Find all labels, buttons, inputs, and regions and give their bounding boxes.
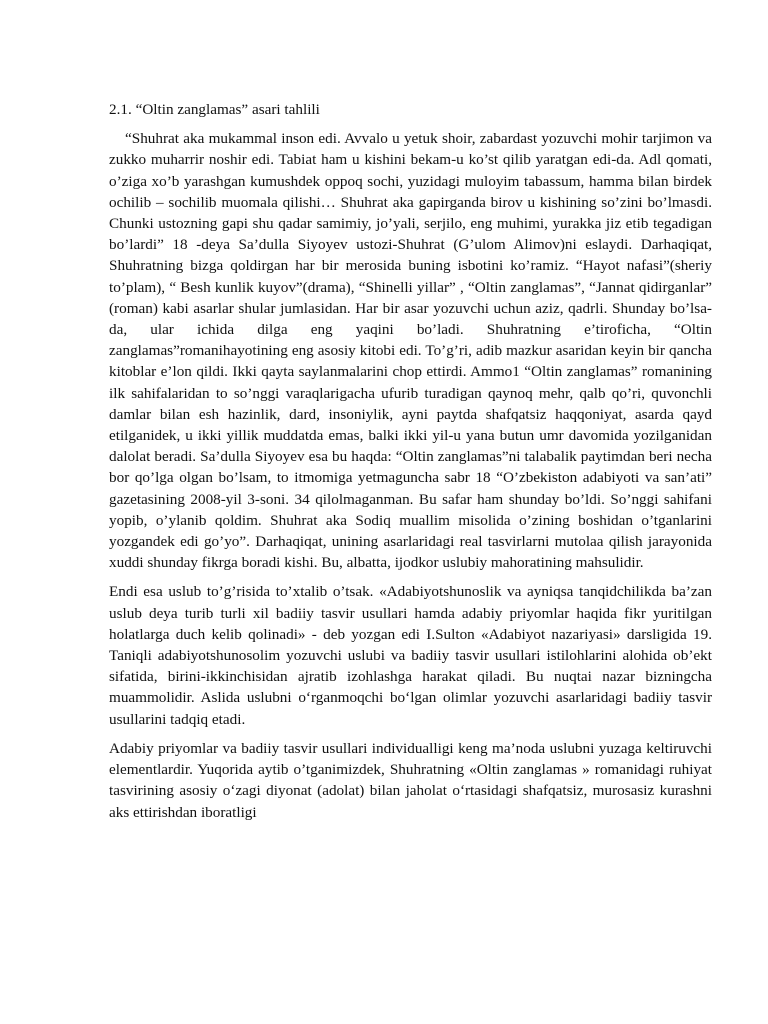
document-body bbox=[109, 99, 712, 823]
section-heading: 2.1. “Oltin zanglamas” asari tahlili bbox=[109, 101, 320, 118]
paragraph-2: Endi esa uslub to’g’risida to’xtalib o’tsak. «Adabiyotshunoslik va ayniqsa tanqidchilikda ba’zan uslub deya turib turli xil badiiy tasvir usullari hamda adabiy priyomlar haqida fikr yuritilgan holatlarga duch kelib qolinadi» - deb yozgan edi I.Sulton «Adabiyot nazariyasi» darsligida 19. Taniqli adabiyotshunosolim yozuvchi uslubi va badiiy tasvir usullari istilohlarini alohida ob’ekt sifatida, birini-ikkinchisidan ajratib izohlashga harakat qiladi. Bu nuqtai nazar bizningcha muammolidir. Aslida uslubni o‘rganmoqchi bo‘lgan olimlar yozuvchi asarlaridagi badiiy tasvir usullarini tadqiq etadi. bbox=[109, 583, 712, 728]
paragraph-1: “Shuhrat aka mukammal inson edi. Avvalo u yetuk shoir, zabardast yozuvchi mohir tarjimon va zukko muharrir noshir edi. Tabiat ham u kishini bekam-u ko’st qilib yaratgan edi-da. Adl qomati, o’ziga xo’b yarashgan kumushdek oppoq sochi, yuzidagi muloyim tabassum, hamma bilan birdek ochilib – sochilib muomala qilishi… Shuhrat aka gapirganda birov u kishining so’zini bo’lmasdi. Chunki ustozning gapi shu qadar samimiy, jo’yali, serjilo, eng muhimi, yurakka jiz etib tegadigan bo’lardi” 18 -deya Sa’dulla Siyoyev ustozi-Shuhrat (G’ulom Alimov)ni eslaydi. Darhaqiqat, Shuhratning bizga qoldirgan har bir merosida buning isbotini ko’ramiz. “Hayot nafasi”(sheriy to’plam), “ Besh kunlik kuyov”(drama), “Shinelli yillar” , “Oltin zanglamas”, “Jannat qidirganlar” (roman) kabi asarlar shular jumlasidan. Har bir asar yozuvchi uchun aziz, qadrli. Shunday bo’lsa-da, ular ichida dilga eng yaqini bo’ladi. Shuhratning e’tiroficha, “Oltin zanglamas”romanihayotining eng asosiy kitobi edi. To’g’ri, adib mazkur asaridan keyin bir qancha kitoblar e’lon qildi. Ikki qayta saylanmalarini chop ettirdi. Ammo1 “Oltin zanglamas” romanining ilk sahifalaridan to so’nggi varaqlarigacha ufurib turadigan qaynoq mehr, qalb qo’ri, quvonchli damlar bilan esh hazinlik, dard, insoniylik, ayni paytda shafqatsiz haqqoniyat, asarda qayd etilganidek, u ikki yillik muddatda emas, balki ikki yil-u yana butun umr davomida yozilganidan dalolat beradi. Sa’dulla Siyoyev esa bu haqda: “Oltin zanglamas”ni talabalik paytimdan beri necha bor qo’lga olgan bo’lsam, to itmomiga yetmaguncha sabr 18 “O’zbekiston adabiyoti va san’ati” gazetasining 2008-yil 3-soni. 34 qilolmaganman. Bu safar ham shunday bo’ldi. So’nggi sahifani yopib, o’ylanib qoldim. Shuhrat aka Sodiq muallim misolida o’zining boshidan o’tganlarini yozgandek edi go’yo”. Darhaqiqat, unining asarlaridagi real tasvirlarni mutolaa qilish jarayonida xuddi shunday fikrga boradi kishi. Bu, albatta, ijodkor uslubiy mahoratining mahsulidir. bbox=[109, 130, 712, 572]
paragraph-3: Adabiy priyomlar va badiiy tasvir usullari individualligi keng ma’noda uslubni yuzaga keltiruvchi elementlardir. Yuqorida aytib o’tganimizdek, Shuhratning «Oltin zanglamas » romanidagi ruhiyat tasvirining asosiy o‘zagi diyonat (adolat) bilan jaholat o‘rtasidagi shafqatsiz, murosasiz kurashni aks ettirishdan iboratligi bbox=[109, 739, 712, 821]
